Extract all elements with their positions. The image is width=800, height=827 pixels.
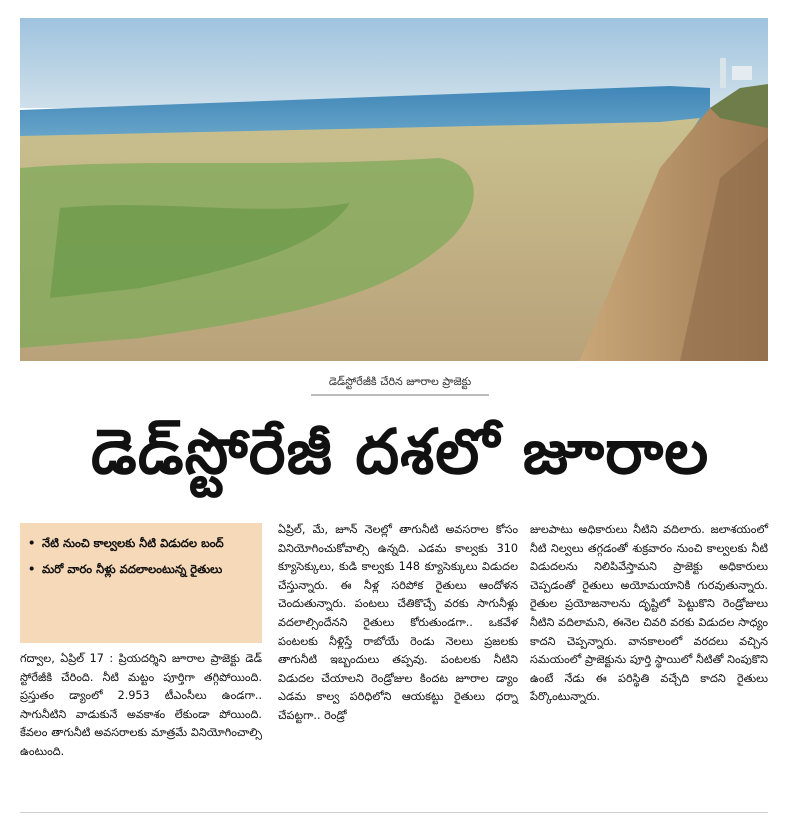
highlights-box [20,523,262,643]
photo-caption-row [0,370,800,396]
highlight-item [28,533,254,553]
bullet-icon: • [28,536,36,550]
article-column-3 [530,521,768,707]
article-paragraph: ఏప్రిల్, మే, జూన్ నెలల్లో తాగునీటి అవసరాల కోసం వినియోగించుకోవాల్సి ఉన్నది. ఎడమ కాల్వకు 310 క్యూసెక్కులు, కుడి కాల్వకు 148 క్యూసెక్కులు విడుదల చేస్తున్నారు. ఈ నీళ్ల సరిపోక రైతులు ఆందోళన చెందుతున్నారు. పంటలు చేతికొచ్చే వరకు సాగునీళ్లు వదలాల్సిందేనని రైతులు కోరుతుండగా.. ఒకవేళ పంటలకు నీళ్లిస్తే రాబోయే రెండు నెలలు ప్రజలకు తాగునీటి ఇబ్బందులు తప్పవు. పంటలకు నీటిని విడుదల చేయాలని రెండ్రోజుల కిందట జూరాల డ్యాం ఎడమ కాల్వ పరిధిలోని ఆయకట్టు రైతులు ధర్నా చేపట్టగా.. రెండ్రో [278,523,518,722]
highlight-text: నేటి నుంచి కాల్వలకు నీటి విడుదల బంద్ [42,536,224,550]
article-paragraph: జులపాటు అధికారులు నీటిని వదిలారు. జలాశయంలో నీటి నిల్వలు తగ్గడంతో శుక్రవారం నుంచి కాల్వలకు నీటి విడుదలను నిలిపివేస్తామని ప్రాజెక్టు అధికారులు చెప్పడంతో రైతులు అయోమయానికి గురవుతున్నారు. రైతుల ప్రయోజనాలను దృష్టిలో పెట్టుకొని రెండ్రోజులు నీటిని వదిలామని, ఈనెల చివరి వరకు విడుదల సాధ్యం కాదని చెప్పన్నారు. వానకాలంలో వరదలు వచ్చిన సమయంలో ప్రాజెక్టును పూర్తి స్థాయిలో నీటితో నింపుకొని ఉంటే నేడు ఈ పరిస్థితి వచ్చేది కాదని రైతులు పేర్కొంటున్నారు. [530,523,768,704]
article-column-1 [20,650,262,762]
article-paragraph: గద్వాల, ఏప్రిల్ 17 : ప్రియదర్శిని జూరాల ప్రాజెక్టు డెడ్ స్టోరేజీకి చేరింది. నీటి మట్టం పూర్తిగా తగ్గిపోయింది. ప్రస్తుతం డ్యాంలో 2.953 టీఎంసీలు ఉండగా.. సాగునీటిని వాడుకునే అవకాశం లేకుండా పోయింది. కేవలం తాగునీటి అవసరాలకు మాత్రమే వినియోగించాల్సి ఉంటుంది. [20,652,262,758]
reservoir-photo [20,18,768,361]
highlight-text: మరో వారం నీళ్లు వదలాలంటున్న రైతులు [42,562,223,576]
bottom-divider [20,812,768,813]
highlight-item [28,559,254,579]
photo-caption: డెడ్‌స్టోరేజీకి చేరిన జూరాల ప్రాజెక్టు [311,375,489,396]
bullet-icon: • [28,562,36,576]
headline: డెడ్‌స్టోరేజీ దశలో జూరాల [90,415,710,488]
article-column-2 [278,521,518,726]
